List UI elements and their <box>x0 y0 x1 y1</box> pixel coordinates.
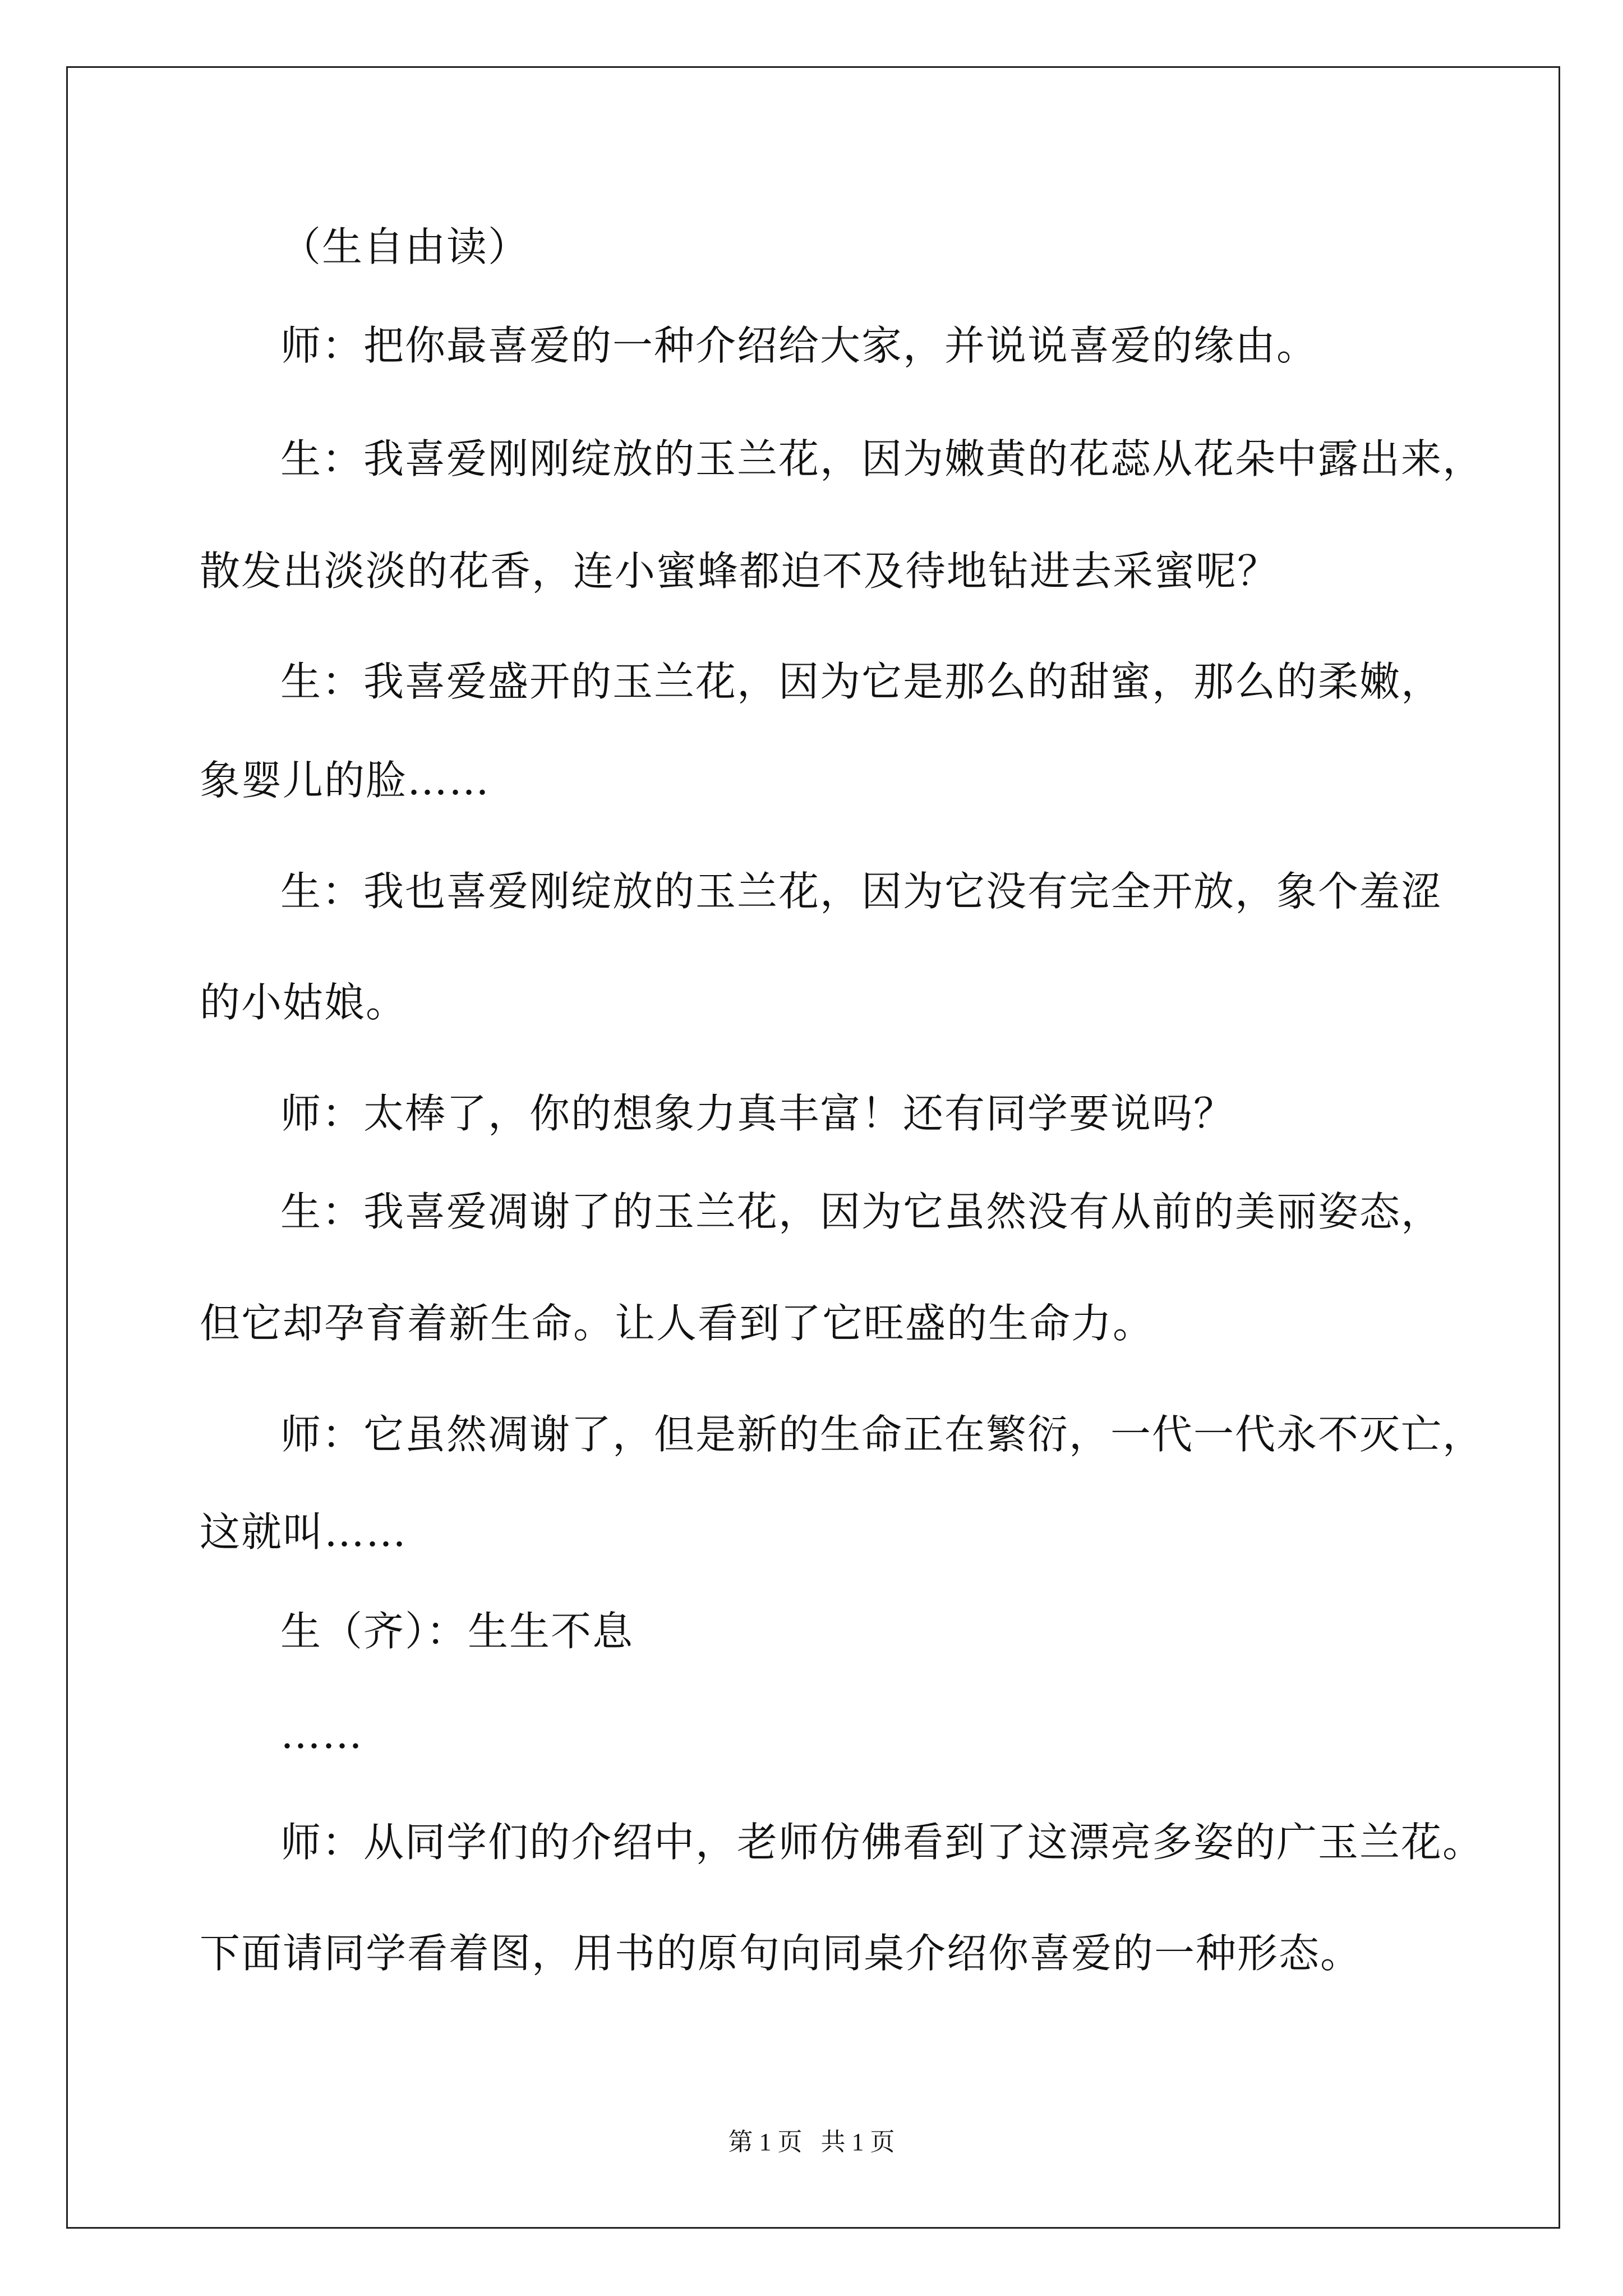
paragraph-line: 下面请同学看着图，用书的原句向同桌介绍你喜爱的一种形态。 <box>200 1930 1362 1977</box>
paragraph-line: 生：我喜爱盛开的玉兰花，因为它是那么的甜蜜，那么的柔嫩， <box>280 658 1443 705</box>
paragraph-line: 生（齐）：生生不息 <box>280 1608 634 1655</box>
paragraph-line: （生自由读） <box>280 223 530 270</box>
page-number: 第 1 页 共 1 页 <box>728 2128 895 2156</box>
paragraph-line: 师：太棒了，你的想象力真丰富！还有同学要说吗？ <box>280 1090 1235 1137</box>
paragraph-line: 师：把你最喜爱的一种介绍给大家，并说说喜爱的缘由。 <box>280 322 1318 369</box>
page-border <box>66 66 1560 2229</box>
paragraph-line: …… <box>280 1710 363 1757</box>
paragraph-line: 象婴儿的脸…… <box>200 757 491 804</box>
paragraph-line: 散发出淡淡的花香，连小蜜蜂都迫不及待地钻进去采蜜呢？ <box>200 547 1279 595</box>
paragraph-line: 生：我喜爱凋谢了的玉兰花，因为它虽然没有从前的美丽姿态， <box>280 1188 1443 1235</box>
paragraph-line: 师：它虽然凋谢了，但是新的生命正在繁衍，一代一代永不灭亡， <box>280 1411 1484 1458</box>
paragraph-line: 这就叫…… <box>200 1508 408 1556</box>
paragraph-line: 师：从同学们的介绍中，老师仿佛看到了这漂亮多姿的广玉兰花。 <box>280 1819 1484 1866</box>
paragraph-line: 生：我喜爱刚刚绽放的玉兰花，因为嫩黄的花蕊从花朵中露出来， <box>280 435 1484 482</box>
paragraph-line: 但它却孕育着新生命。让人看到了它旺盛的生命力。 <box>200 1300 1155 1347</box>
paragraph-line: 的小姑娘。 <box>200 979 408 1026</box>
paragraph-line: 生：我也喜爱刚绽放的玉兰花，因为它没有完全开放，象个羞涩 <box>280 868 1443 915</box>
